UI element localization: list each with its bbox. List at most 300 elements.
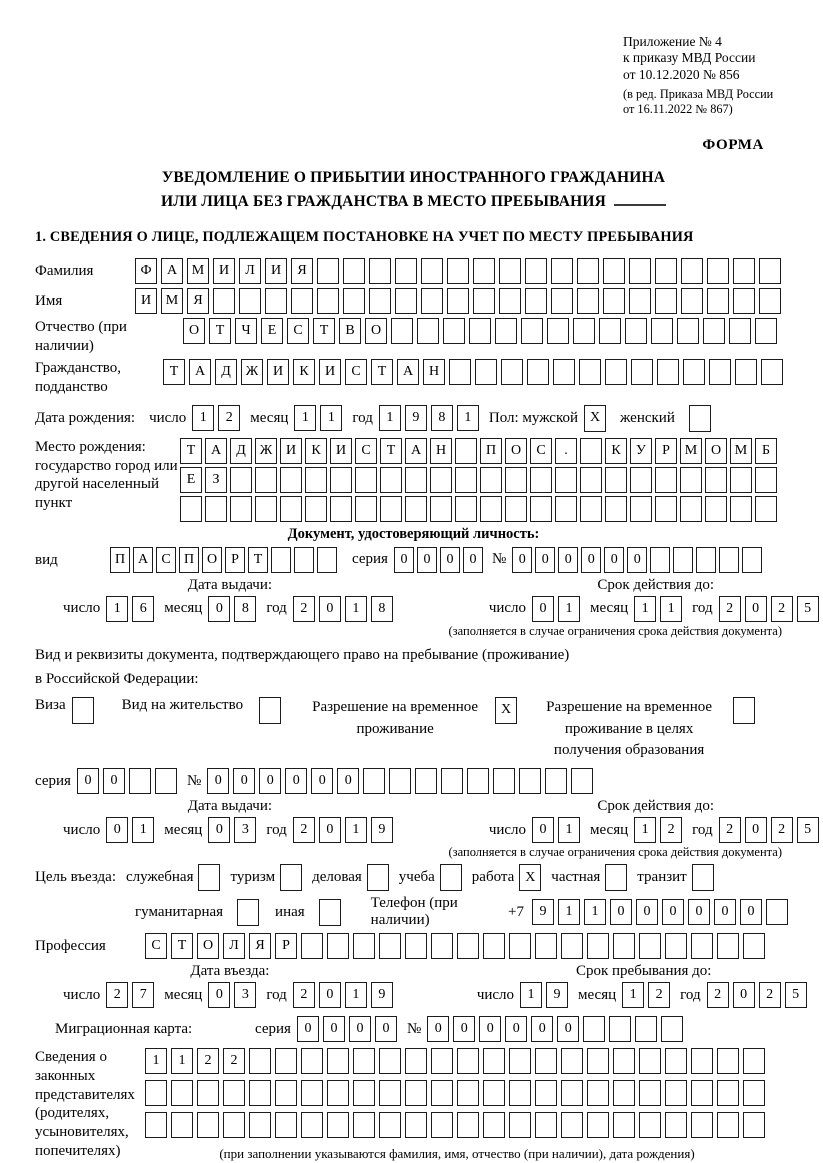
char-cell[interactable]: Я <box>291 258 313 284</box>
char-cell[interactable]: М <box>730 438 752 464</box>
char-cell[interactable]: А <box>161 258 183 284</box>
char-cell[interactable]: К <box>305 438 327 464</box>
char-cell[interactable] <box>530 467 552 493</box>
char-cell[interactable]: П <box>179 547 199 573</box>
char-cell[interactable]: 0 <box>535 547 555 573</box>
char-cell[interactable]: В <box>339 318 361 344</box>
char-cell[interactable] <box>223 1080 245 1106</box>
char-cell[interactable] <box>369 258 391 284</box>
char-cell[interactable]: 1 <box>345 817 367 843</box>
char-cell[interactable]: 2 <box>660 817 682 843</box>
char-cell[interactable] <box>145 1080 167 1106</box>
char-cell[interactable]: Е <box>180 467 202 493</box>
char-cell[interactable] <box>613 1048 635 1074</box>
char-cell[interactable]: О <box>183 318 205 344</box>
char-cell[interactable] <box>717 933 739 959</box>
char-cell[interactable] <box>483 1048 505 1074</box>
char-cell[interactable] <box>525 258 547 284</box>
char-cell[interactable] <box>415 768 437 794</box>
char-cell[interactable] <box>467 768 489 794</box>
char-cell[interactable] <box>255 496 277 522</box>
char-cell[interactable]: 2 <box>719 817 741 843</box>
char-cell[interactable] <box>431 1112 453 1138</box>
char-cell[interactable] <box>457 933 479 959</box>
char-cell[interactable] <box>431 1080 453 1106</box>
char-cell[interactable]: 8 <box>234 596 256 622</box>
char-cell[interactable] <box>639 1112 661 1138</box>
char-cell[interactable]: А <box>405 438 427 464</box>
char-cell[interactable] <box>673 547 693 573</box>
char-cell[interactable]: 0 <box>604 547 624 573</box>
char-cell[interactable]: И <box>319 359 341 385</box>
char-cell[interactable]: С <box>287 318 309 344</box>
char-cell[interactable] <box>655 496 677 522</box>
char-cell[interactable] <box>249 1112 271 1138</box>
char-cell[interactable]: 2 <box>293 982 315 1008</box>
char-cell[interactable]: 0 <box>453 1016 475 1042</box>
char-cell[interactable] <box>733 288 755 314</box>
char-cell[interactable]: О <box>705 438 727 464</box>
char-cell[interactable] <box>155 768 177 794</box>
char-cell[interactable] <box>665 933 687 959</box>
char-cell[interactable]: И <box>135 288 157 314</box>
char-cell[interactable] <box>405 467 427 493</box>
char-cell[interactable]: 9 <box>405 405 427 431</box>
char-cell[interactable]: М <box>680 438 702 464</box>
char-cell[interactable] <box>691 1080 713 1106</box>
char-cell[interactable] <box>457 1048 479 1074</box>
char-cell[interactable]: 1 <box>520 982 542 1008</box>
char-cell[interactable]: 0 <box>740 899 762 925</box>
char-cell[interactable]: Т <box>180 438 202 464</box>
char-cell[interactable]: 0 <box>662 899 684 925</box>
char-cell[interactable] <box>379 1048 401 1074</box>
char-cell[interactable]: 2 <box>771 596 793 622</box>
char-cell[interactable]: 2 <box>759 982 781 1008</box>
char-cell[interactable]: Ч <box>235 318 257 344</box>
char-cell[interactable] <box>551 288 573 314</box>
char-cell[interactable]: И <box>265 258 287 284</box>
char-cell[interactable]: О <box>505 438 527 464</box>
char-cell[interactable]: С <box>156 547 176 573</box>
char-cell[interactable] <box>353 1112 375 1138</box>
char-cell[interactable] <box>469 318 491 344</box>
char-cell[interactable] <box>379 1080 401 1106</box>
char-cell[interactable] <box>717 1048 739 1074</box>
char-cell[interactable] <box>657 359 679 385</box>
char-cell[interactable]: 0 <box>531 1016 553 1042</box>
char-cell[interactable]: 1 <box>171 1048 193 1074</box>
char-cell[interactable] <box>509 1048 531 1074</box>
char-cell[interactable] <box>327 933 349 959</box>
char-cell[interactable]: У <box>630 438 652 464</box>
char-cell[interactable] <box>655 288 677 314</box>
char-cell[interactable] <box>431 933 453 959</box>
char-cell[interactable] <box>680 496 702 522</box>
char-cell[interactable] <box>430 467 452 493</box>
char-cell[interactable] <box>223 1112 245 1138</box>
char-cell[interactable] <box>391 318 413 344</box>
char-cell[interactable]: Р <box>225 547 245 573</box>
char-cell[interactable]: А <box>189 359 211 385</box>
char-cell[interactable]: 0 <box>311 768 333 794</box>
char-cell[interactable] <box>197 1112 219 1138</box>
char-cell[interactable]: Д <box>230 438 252 464</box>
char-cell[interactable] <box>605 359 627 385</box>
char-cell[interactable]: 2 <box>218 405 240 431</box>
char-cell[interactable] <box>625 318 647 344</box>
char-cell[interactable] <box>639 933 661 959</box>
char-cell[interactable]: Ж <box>255 438 277 464</box>
char-cell[interactable]: 0 <box>285 768 307 794</box>
char-cell[interactable]: 0 <box>319 596 341 622</box>
char-cell[interactable]: И <box>280 438 302 464</box>
char-cell[interactable] <box>525 288 547 314</box>
char-cell[interactable] <box>655 467 677 493</box>
char-cell[interactable] <box>587 933 609 959</box>
char-cell[interactable] <box>743 933 765 959</box>
char-cell[interactable]: 0 <box>512 547 532 573</box>
char-cell[interactable]: К <box>605 438 627 464</box>
char-cell[interactable] <box>271 547 291 573</box>
char-cell[interactable] <box>441 768 463 794</box>
char-cell[interactable]: Т <box>163 359 185 385</box>
char-cell[interactable] <box>661 1016 683 1042</box>
char-cell[interactable]: 5 <box>797 596 819 622</box>
char-cell[interactable] <box>505 496 527 522</box>
char-cell[interactable] <box>650 547 670 573</box>
char-cell[interactable] <box>509 1112 531 1138</box>
char-cell[interactable]: 5 <box>785 982 807 1008</box>
char-cell[interactable]: 1 <box>457 405 479 431</box>
char-cell[interactable]: 0 <box>636 899 658 925</box>
char-cell[interactable] <box>761 359 783 385</box>
char-cell[interactable] <box>651 318 673 344</box>
char-cell[interactable]: 0 <box>208 982 230 1008</box>
char-cell[interactable] <box>527 359 549 385</box>
char-cell[interactable]: 0 <box>463 547 483 573</box>
purpose-other-checkbox[interactable] <box>319 899 341 926</box>
char-cell[interactable] <box>389 768 411 794</box>
char-cell[interactable] <box>730 467 752 493</box>
char-cell[interactable] <box>743 1080 765 1106</box>
char-cell[interactable] <box>275 1080 297 1106</box>
char-cell[interactable] <box>613 933 635 959</box>
char-cell[interactable] <box>561 1080 583 1106</box>
char-cell[interactable] <box>369 288 391 314</box>
char-cell[interactable]: Т <box>313 318 335 344</box>
char-cell[interactable] <box>230 467 252 493</box>
char-cell[interactable] <box>639 1048 661 1074</box>
temp-residence-education-checkbox[interactable] <box>733 697 755 724</box>
char-cell[interactable] <box>519 768 541 794</box>
char-cell[interactable]: Е <box>261 318 283 344</box>
char-cell[interactable] <box>681 258 703 284</box>
char-cell[interactable]: С <box>530 438 552 464</box>
char-cell[interactable] <box>379 933 401 959</box>
char-cell[interactable]: 1 <box>379 405 401 431</box>
char-cell[interactable] <box>473 288 495 314</box>
char-cell[interactable] <box>580 467 602 493</box>
char-cell[interactable] <box>639 1080 661 1106</box>
char-cell[interactable] <box>230 496 252 522</box>
char-cell[interactable] <box>677 318 699 344</box>
char-cell[interactable] <box>573 318 595 344</box>
char-cell[interactable] <box>343 258 365 284</box>
char-cell[interactable]: Я <box>187 288 209 314</box>
char-cell[interactable] <box>535 1080 557 1106</box>
char-cell[interactable] <box>561 1048 583 1074</box>
char-cell[interactable] <box>705 496 727 522</box>
purpose-transit-checkbox[interactable] <box>692 864 714 891</box>
char-cell[interactable] <box>417 318 439 344</box>
char-cell[interactable]: Н <box>423 359 445 385</box>
char-cell[interactable] <box>587 1080 609 1106</box>
char-cell[interactable] <box>703 318 725 344</box>
char-cell[interactable]: 1 <box>558 899 580 925</box>
char-cell[interactable]: 0 <box>557 1016 579 1042</box>
char-cell[interactable]: 9 <box>371 982 393 1008</box>
char-cell[interactable]: 2 <box>648 982 670 1008</box>
char-cell[interactable]: 2 <box>197 1048 219 1074</box>
char-cell[interactable] <box>280 467 302 493</box>
char-cell[interactable]: 1 <box>634 817 656 843</box>
char-cell[interactable]: И <box>330 438 352 464</box>
char-cell[interactable] <box>180 496 202 522</box>
char-cell[interactable] <box>580 496 602 522</box>
char-cell[interactable] <box>630 496 652 522</box>
char-cell[interactable]: 0 <box>610 899 632 925</box>
char-cell[interactable] <box>555 467 577 493</box>
char-cell[interactable] <box>755 318 777 344</box>
char-cell[interactable] <box>171 1080 193 1106</box>
char-cell[interactable]: 5 <box>797 817 819 843</box>
char-cell[interactable]: 2 <box>771 817 793 843</box>
char-cell[interactable]: Т <box>371 359 393 385</box>
char-cell[interactable] <box>580 438 602 464</box>
char-cell[interactable] <box>145 1112 167 1138</box>
char-cell[interactable] <box>733 258 755 284</box>
char-cell[interactable] <box>353 933 375 959</box>
char-cell[interactable]: 0 <box>532 817 554 843</box>
char-cell[interactable]: 1 <box>660 596 682 622</box>
char-cell[interactable] <box>587 1112 609 1138</box>
char-cell[interactable] <box>696 547 716 573</box>
char-cell[interactable]: О <box>202 547 222 573</box>
char-cell[interactable] <box>353 1048 375 1074</box>
char-cell[interactable] <box>680 467 702 493</box>
char-cell[interactable]: 0 <box>427 1016 449 1042</box>
char-cell[interactable]: 8 <box>371 596 393 622</box>
char-cell[interactable]: 1 <box>622 982 644 1008</box>
char-cell[interactable]: 2 <box>719 596 741 622</box>
char-cell[interactable] <box>707 258 729 284</box>
char-cell[interactable] <box>505 467 527 493</box>
char-cell[interactable]: Ф <box>135 258 157 284</box>
char-cell[interactable] <box>501 359 523 385</box>
char-cell[interactable] <box>317 288 339 314</box>
purpose-study-checkbox[interactable] <box>440 864 462 891</box>
char-cell[interactable] <box>353 1080 375 1106</box>
char-cell[interactable]: П <box>480 438 502 464</box>
char-cell[interactable]: 2 <box>223 1048 245 1074</box>
char-cell[interactable]: К <box>293 359 315 385</box>
char-cell[interactable] <box>317 547 337 573</box>
char-cell[interactable] <box>530 496 552 522</box>
char-cell[interactable] <box>629 288 651 314</box>
char-cell[interactable] <box>305 496 327 522</box>
char-cell[interactable] <box>635 1016 657 1042</box>
char-cell[interactable]: 1 <box>558 817 580 843</box>
char-cell[interactable] <box>599 318 621 344</box>
char-cell[interactable] <box>655 258 677 284</box>
char-cell[interactable] <box>379 1112 401 1138</box>
char-cell[interactable] <box>355 467 377 493</box>
char-cell[interactable] <box>755 467 777 493</box>
char-cell[interactable] <box>305 467 327 493</box>
char-cell[interactable]: 1 <box>145 1048 167 1074</box>
char-cell[interactable]: . <box>555 438 577 464</box>
char-cell[interactable] <box>577 288 599 314</box>
char-cell[interactable] <box>431 1048 453 1074</box>
char-cell[interactable]: 0 <box>337 768 359 794</box>
char-cell[interactable] <box>395 288 417 314</box>
char-cell[interactable] <box>327 1080 349 1106</box>
char-cell[interactable] <box>759 258 781 284</box>
char-cell[interactable]: А <box>133 547 153 573</box>
char-cell[interactable]: 0 <box>627 547 647 573</box>
purpose-humanitarian-checkbox[interactable] <box>237 899 259 926</box>
char-cell[interactable] <box>330 496 352 522</box>
char-cell[interactable]: 2 <box>293 596 315 622</box>
char-cell[interactable] <box>475 359 497 385</box>
char-cell[interactable] <box>455 496 477 522</box>
char-cell[interactable]: Р <box>275 933 297 959</box>
char-cell[interactable] <box>447 288 469 314</box>
char-cell[interactable]: 1 <box>192 405 214 431</box>
char-cell[interactable]: О <box>197 933 219 959</box>
char-cell[interactable] <box>330 467 352 493</box>
char-cell[interactable]: С <box>355 438 377 464</box>
char-cell[interactable]: 9 <box>371 817 393 843</box>
char-cell[interactable] <box>717 1112 739 1138</box>
char-cell[interactable]: 2 <box>293 817 315 843</box>
char-cell[interactable] <box>455 467 477 493</box>
char-cell[interactable] <box>535 933 557 959</box>
char-cell[interactable]: 0 <box>297 1016 319 1042</box>
char-cell[interactable] <box>483 933 505 959</box>
char-cell[interactable] <box>380 467 402 493</box>
char-cell[interactable] <box>213 288 235 314</box>
char-cell[interactable]: Л <box>239 258 261 284</box>
char-cell[interactable] <box>473 258 495 284</box>
char-cell[interactable]: 0 <box>319 982 341 1008</box>
char-cell[interactable]: 0 <box>233 768 255 794</box>
char-cell[interactable] <box>499 288 521 314</box>
char-cell[interactable] <box>555 496 577 522</box>
char-cell[interactable] <box>265 288 287 314</box>
char-cell[interactable] <box>495 318 517 344</box>
purpose-work-checkbox[interactable]: X <box>519 864 541 891</box>
char-cell[interactable]: 3 <box>234 982 256 1008</box>
char-cell[interactable] <box>301 1112 323 1138</box>
char-cell[interactable] <box>579 359 601 385</box>
char-cell[interactable] <box>380 496 402 522</box>
char-cell[interactable] <box>691 1112 713 1138</box>
residence-permit-checkbox[interactable] <box>259 697 281 724</box>
female-checkbox[interactable] <box>689 405 711 432</box>
char-cell[interactable] <box>405 1112 427 1138</box>
char-cell[interactable] <box>405 1048 427 1074</box>
char-cell[interactable]: 6 <box>132 596 154 622</box>
char-cell[interactable] <box>275 1112 297 1138</box>
char-cell[interactable]: 0 <box>479 1016 501 1042</box>
char-cell[interactable] <box>551 258 573 284</box>
char-cell[interactable] <box>583 1016 605 1042</box>
char-cell[interactable]: 0 <box>103 768 125 794</box>
char-cell[interactable] <box>766 899 788 925</box>
char-cell[interactable] <box>691 933 713 959</box>
char-cell[interactable] <box>239 288 261 314</box>
char-cell[interactable] <box>561 1112 583 1138</box>
char-cell[interactable] <box>509 933 531 959</box>
char-cell[interactable]: 0 <box>106 817 128 843</box>
char-cell[interactable]: 0 <box>558 547 578 573</box>
char-cell[interactable] <box>613 1112 635 1138</box>
char-cell[interactable] <box>603 258 625 284</box>
char-cell[interactable] <box>571 768 593 794</box>
char-cell[interactable]: 0 <box>440 547 460 573</box>
char-cell[interactable]: 0 <box>581 547 601 573</box>
char-cell[interactable] <box>483 1080 505 1106</box>
char-cell[interactable]: 0 <box>375 1016 397 1042</box>
char-cell[interactable]: 1 <box>345 596 367 622</box>
char-cell[interactable]: 0 <box>745 596 767 622</box>
char-cell[interactable] <box>249 1048 271 1074</box>
char-cell[interactable] <box>631 359 653 385</box>
char-cell[interactable]: 0 <box>745 817 767 843</box>
char-cell[interactable] <box>521 318 543 344</box>
char-cell[interactable] <box>449 359 471 385</box>
char-cell[interactable] <box>665 1048 687 1074</box>
char-cell[interactable] <box>735 359 757 385</box>
char-cell[interactable] <box>509 1080 531 1106</box>
char-cell[interactable]: 0 <box>208 817 230 843</box>
char-cell[interactable]: 1 <box>294 405 316 431</box>
char-cell[interactable] <box>742 547 762 573</box>
char-cell[interactable]: Н <box>430 438 452 464</box>
char-cell[interactable]: 2 <box>106 982 128 1008</box>
char-cell[interactable]: 9 <box>546 982 568 1008</box>
char-cell[interactable] <box>709 359 731 385</box>
char-cell[interactable] <box>301 933 323 959</box>
char-cell[interactable] <box>447 258 469 284</box>
char-cell[interactable] <box>535 1112 557 1138</box>
char-cell[interactable] <box>395 258 417 284</box>
char-cell[interactable]: С <box>345 359 367 385</box>
char-cell[interactable] <box>405 496 427 522</box>
char-cell[interactable] <box>291 288 313 314</box>
char-cell[interactable] <box>249 1080 271 1106</box>
char-cell[interactable] <box>493 768 515 794</box>
char-cell[interactable] <box>587 1048 609 1074</box>
char-cell[interactable] <box>545 768 567 794</box>
purpose-private-checkbox[interactable] <box>605 864 627 891</box>
char-cell[interactable] <box>430 496 452 522</box>
char-cell[interactable]: 9 <box>532 899 554 925</box>
char-cell[interactable] <box>743 1048 765 1074</box>
char-cell[interactable]: 0 <box>208 596 230 622</box>
